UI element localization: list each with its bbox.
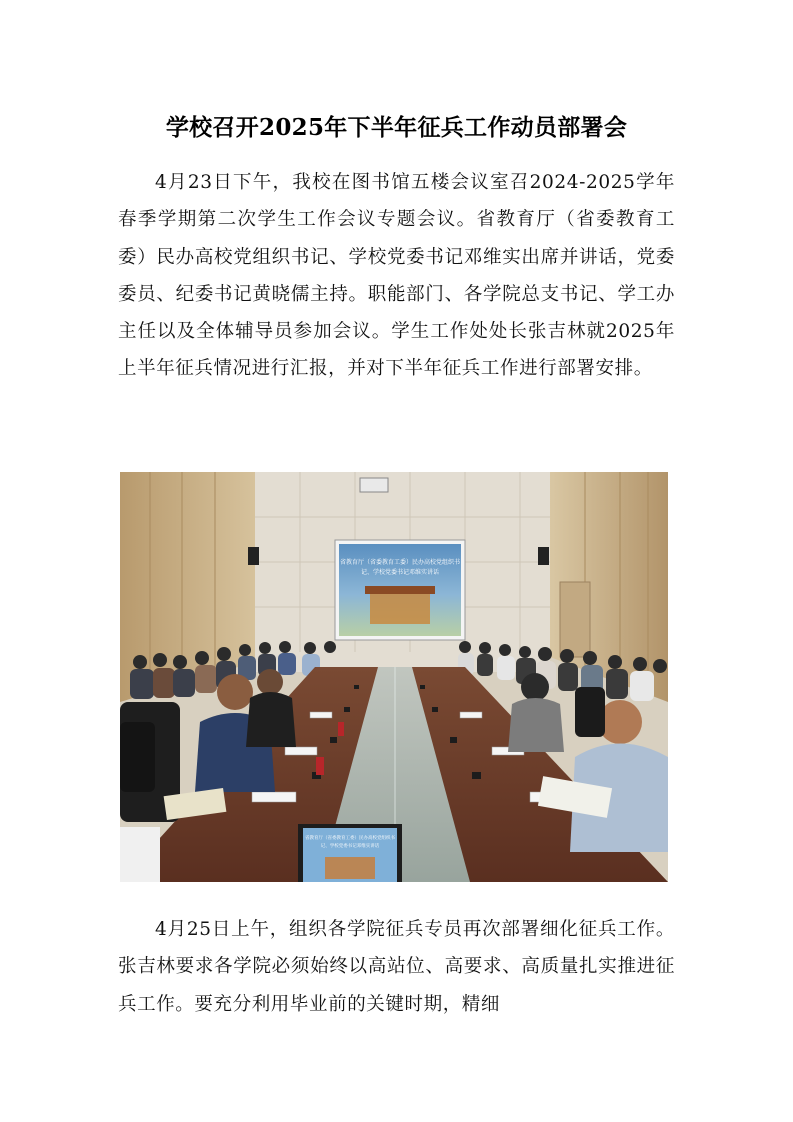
paragraph-2: 4月25日上午，组织各学院征兵专员再次部署细化征兵工作。张吉林要求各学院必须始终以高站位、高要求、高质量扎实推进征兵工作。要充分利用毕业前的关键时期，精细 [118, 919, 675, 1015]
svg-text:记、学校党委书记邓维实讲话: 记、学校党委书记邓维实讲话 [360, 569, 440, 576]
paragraph-1: 4月23日下午，我校在图书馆五楼会议室召2024-2025学年春季学期第二次学生工作会议专题会议。省教育厅（省委教育工委）民办高校党组织书记、学校党委书记邓维实出席并讲话，党委委员、纪委书记黄晓儒主持。职能部门、各学院总支书记、学工办主任以及全体辅导员参加会议。学生工作处处长张吉林就2025年上半年征兵情况进行汇报，并对下半年征兵工作进行部署安排。 [118, 172, 675, 380]
svg-text:省教育厅（省委教育工委）民办高校党组织书: 省教育厅（省委教育工委）民办高校党组织书 [305, 836, 395, 841]
meeting-photo [120, 472, 668, 882]
svg-text:记、学校党委书记邓维实讲话: 记、学校党委书记邓维实讲话 [320, 844, 380, 849]
page-title: 学校召开2025年下半年征兵工作动员部署会 [165, 114, 628, 142]
svg-text:省教育厅（省委教育工委）民办高校党组织书: 省教育厅（省委教育工委）民办高校党组织书 [339, 559, 461, 566]
